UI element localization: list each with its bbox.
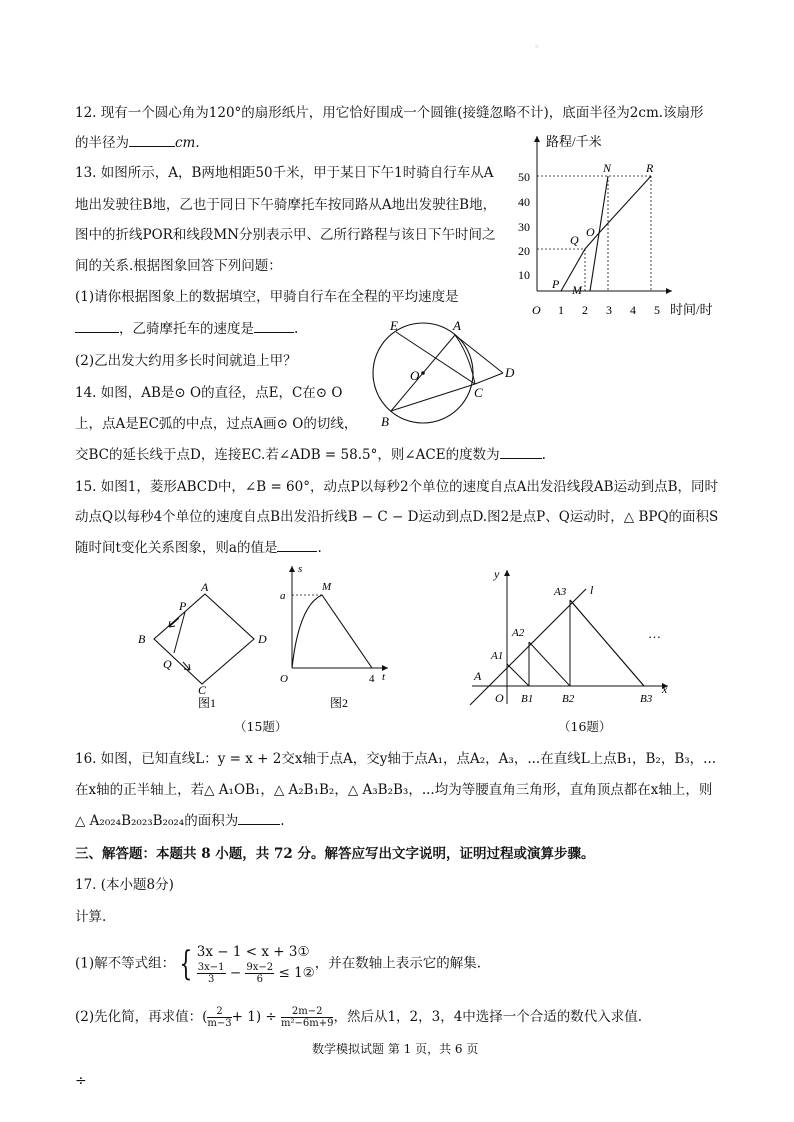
q15-line2: 动点Q以每秒4个单位的速度自点B出发沿折线B − C − D运动到点D.图2是点P、Q运动时，△ BPQ的面积S xyxy=(75,509,719,525)
q17-frac1 xyxy=(207,1006,231,1029)
q14-circle-figure xyxy=(365,318,530,433)
q17-part1 xyxy=(75,943,481,985)
q14-label-C: C xyxy=(474,385,483,400)
q13-xtick-3: 3 xyxy=(606,303,612,317)
q13-part2: (2)乙出发大约用多长时间就追上甲？ xyxy=(75,353,297,369)
q13-line2: 地出发驶往B地，乙也于同日下午骑摩托车按同路从A地出发驶往B地， xyxy=(75,197,497,213)
q17-ineq2-num2: 9x−2 xyxy=(246,962,274,973)
q16-figure xyxy=(466,564,686,709)
q16-dots: … xyxy=(648,626,661,641)
q14-answer-blank[interactable] xyxy=(500,458,542,459)
q17-brace: { xyxy=(179,944,193,984)
q13-yticks xyxy=(518,170,530,282)
q13-xlabel: 时间/时 xyxy=(670,302,713,317)
q15b-label-t: t xyxy=(382,671,386,683)
q14-line1: 14. 如图，AB是⊙ O的直径，点E，C在⊙ O xyxy=(75,385,343,401)
q13-xtick-2: 2 xyxy=(582,303,588,317)
q17-ineq2-minus: − xyxy=(229,965,242,981)
header-mark: 。 xyxy=(535,39,545,50)
q14-label-A: A xyxy=(453,318,461,333)
q16-label-A3: A3 xyxy=(554,586,567,598)
q16-label-x: x xyxy=(662,682,668,696)
q13-origin: O xyxy=(532,303,541,317)
q12-line1: 12. 现有一个圆心角为120°的扇形纸片，用它恰好围成一个圆锥(接缝忽略不计)，底面半径为2cm.该扇形 xyxy=(75,105,704,121)
q17-part2 xyxy=(75,1004,642,1030)
q13-label-P: P xyxy=(552,277,560,291)
q13-label-O: O xyxy=(586,225,595,239)
q13-line1: 13. 如图所示，A，B两地相距50千米，甲于某日下午1时骑自行车从A xyxy=(75,165,494,181)
q17-ineq2 xyxy=(197,962,315,985)
q13-line4: 间的关系.根据图象回答下列问题： xyxy=(75,258,282,274)
q17-frac2 xyxy=(281,1006,333,1029)
q14-line2: 上，点A是EC弧的中点，过点A画⊙ O的切线， xyxy=(75,416,358,432)
q17-intro: 计算. xyxy=(75,909,107,925)
q16-label-B2: B2 xyxy=(562,693,575,705)
q13-blank-2[interactable] xyxy=(254,332,294,333)
q15-caption-1: 图1 xyxy=(198,696,217,710)
q15-segment-PQ xyxy=(174,612,185,653)
q16-label-B3: B3 xyxy=(640,693,653,705)
q16-label-O: O xyxy=(495,691,504,705)
q13-label-Q: Q xyxy=(570,233,579,247)
q16-line3-pre: △ A₂₀₂₄B₂₀₂₃B₂₀₂₄的面积为 xyxy=(75,813,239,829)
q13-ytick-20: 20 xyxy=(518,244,530,258)
q17-title: 17. (本小题8分) xyxy=(75,877,174,893)
caption-q15: （15题） xyxy=(234,719,288,734)
q14-label-O: O xyxy=(410,368,420,383)
q13-label-N: N xyxy=(603,161,612,175)
q15b-label-M: M xyxy=(322,581,332,593)
q17-frac1-num: 2 xyxy=(207,1006,231,1018)
q15b-curve xyxy=(292,595,372,668)
q13-ytick-40: 40 xyxy=(518,195,530,209)
q14-line3-post: . xyxy=(541,447,546,463)
q15b-label-O: O xyxy=(280,673,288,685)
q15-line3-pre: 随时间t变化关系图象，则a的值是 xyxy=(75,540,278,556)
q14-label-D: D xyxy=(505,365,515,380)
q17-ineq2-tail: ≤ 1② xyxy=(278,965,315,981)
q13-label-M: M xyxy=(572,283,582,297)
q16-label-l: l xyxy=(590,583,594,597)
q17-ineq2-num1: 3x−1 xyxy=(197,962,225,973)
q12-line2 xyxy=(75,134,200,152)
q14-tangent-AD xyxy=(455,335,503,373)
q13-label-R: R xyxy=(646,161,654,175)
q16-label-A1: A1 xyxy=(491,650,504,662)
q16-answer-blank[interactable] xyxy=(238,824,280,825)
q14-center-dot xyxy=(421,371,425,375)
q17-ineq2-frac1 xyxy=(197,962,226,985)
q17-part2-mid: + 1) ÷ xyxy=(231,1009,277,1025)
q13-ylabel: 路程/千米 xyxy=(546,134,602,149)
q12-answer-blank[interactable] xyxy=(129,146,175,147)
q12-line2-pre: 的半径为 xyxy=(75,135,129,151)
q17-frac2-den: m²−6m+9 xyxy=(280,1018,334,1029)
q15-label-P: P xyxy=(179,599,187,613)
q15-label-B: B xyxy=(138,632,146,646)
q17-ineq2-frac2 xyxy=(245,962,274,985)
q14-chord-BC xyxy=(391,384,475,411)
q15-figure1 xyxy=(130,582,275,710)
q16-line2: 在x轴的正半轴上，若△ A₁OB₁，△ A₂B₁B₂，△ A₃B₂B₃，...均为等腰直角三角形，直角顶点都在x轴上，则 xyxy=(75,782,713,798)
q13-xtick-5: 5 xyxy=(654,303,660,317)
q14-chord-EC xyxy=(396,332,475,384)
page-footer: 数学模拟试题 第 1 页，共 6 页 xyxy=(312,1042,479,1056)
q13-line6-end: . xyxy=(294,321,299,337)
q15b-label-a: a xyxy=(280,590,286,602)
q15b-label-4: 4 xyxy=(369,673,375,685)
q16-label-A: A xyxy=(474,669,482,683)
q14-line3 xyxy=(75,446,546,464)
q15-caption-2: 图2 xyxy=(330,696,349,710)
q16-label-B1: B1 xyxy=(521,693,534,705)
q12-line2-post: cm. xyxy=(175,135,200,151)
section3-heading: 三、解答题：本题共 8 小题，共 72 分。解答应写出文字说明，证明过程或演算步骤。 xyxy=(75,846,595,862)
q17-ineq1: 3x − 1 < x + 3① xyxy=(196,944,310,960)
q13-ytick-50: 50 xyxy=(518,170,530,184)
q17-frac1-den: m−3 xyxy=(207,1018,232,1029)
q15-answer-blank[interactable] xyxy=(277,551,317,552)
q16-label-y: y xyxy=(494,567,500,581)
q14-label-E: E xyxy=(390,318,398,333)
q17-ineq2-den1: 3 xyxy=(207,974,215,985)
q13-line5: (1)请你根据图象上的数据填空，甲骑自行车在全程的平均速度是 xyxy=(75,289,459,305)
q13-xticks xyxy=(558,303,660,317)
q14-line-CD xyxy=(475,373,503,384)
q15b-label-s: s xyxy=(298,563,303,575)
q16-a3b3 xyxy=(570,600,644,686)
q15-line3 xyxy=(75,539,322,557)
q17-part1-post: ，并在数轴上表示它的解集. xyxy=(314,955,482,972)
q14-label-B: B xyxy=(381,414,389,429)
q13-ytick-30: 30 xyxy=(518,220,530,234)
q13-ytick-10: 10 xyxy=(518,268,530,282)
q17-part2-post: ，然后从1，2，3，4中选择一个合适的数代入求值. xyxy=(333,1009,643,1025)
q17-part1-pre: (1)解不等式组： xyxy=(75,955,176,972)
q13-line3: 图中的折线POR和线段MN分别表示甲、乙所行路程与该日下午时间之 xyxy=(75,227,496,243)
q15-line1: 15. 如图1，菱形ABCD中，∠B = 60°，动点P以每秒2个单位的速度自点A出发沿线段AB运动到点B，同时 xyxy=(75,479,718,495)
q15-line3-post: . xyxy=(317,540,322,556)
q17-ineq2-den2: 6 xyxy=(256,974,263,985)
q13-xtick-1: 1 xyxy=(558,303,564,317)
q16-triangle-2 xyxy=(529,642,570,686)
q15-label-D: D xyxy=(258,632,267,646)
q17-system xyxy=(197,943,315,985)
q13-xtick-4: 4 xyxy=(630,303,636,317)
q13-line6-mid: ，乙骑摩托车的速度是 xyxy=(119,321,254,337)
q17-part2-pre: (2)先化简，再求值：( xyxy=(75,1009,208,1025)
q16-triangle-1 xyxy=(507,664,529,686)
q15-label-C: C xyxy=(198,683,207,697)
q15-label-A: A xyxy=(201,582,209,594)
q15-figure2 xyxy=(272,560,397,712)
q13-graph xyxy=(510,128,730,320)
caption-q16: （16题） xyxy=(558,719,612,734)
q16-label-A2: A2 xyxy=(512,627,525,639)
bottom-mark: ÷ xyxy=(75,1073,87,1089)
q14-line3-pre: 交BC的延长线于点D，连接EC.若∠ADB = 58.5°，则∠ACE的度数为 xyxy=(75,447,500,463)
q13-line6 xyxy=(75,320,298,338)
q16-line3-post: . xyxy=(280,813,285,829)
q16-line1: 16. 如图，已知直线L：y = x + 2交x轴于点A，交y轴于点A₁，点A₂，A₃，...在直线L上点B₁，B₂，B₃，... xyxy=(75,751,717,767)
q16-line3 xyxy=(75,812,285,830)
q17-frac2-num: 2m−2 xyxy=(281,1006,333,1018)
q15-label-Q: Q xyxy=(163,657,172,671)
q16-line-L xyxy=(470,589,586,705)
q13-blank-1[interactable] xyxy=(75,332,119,333)
q15-arrow-P xyxy=(169,618,179,627)
